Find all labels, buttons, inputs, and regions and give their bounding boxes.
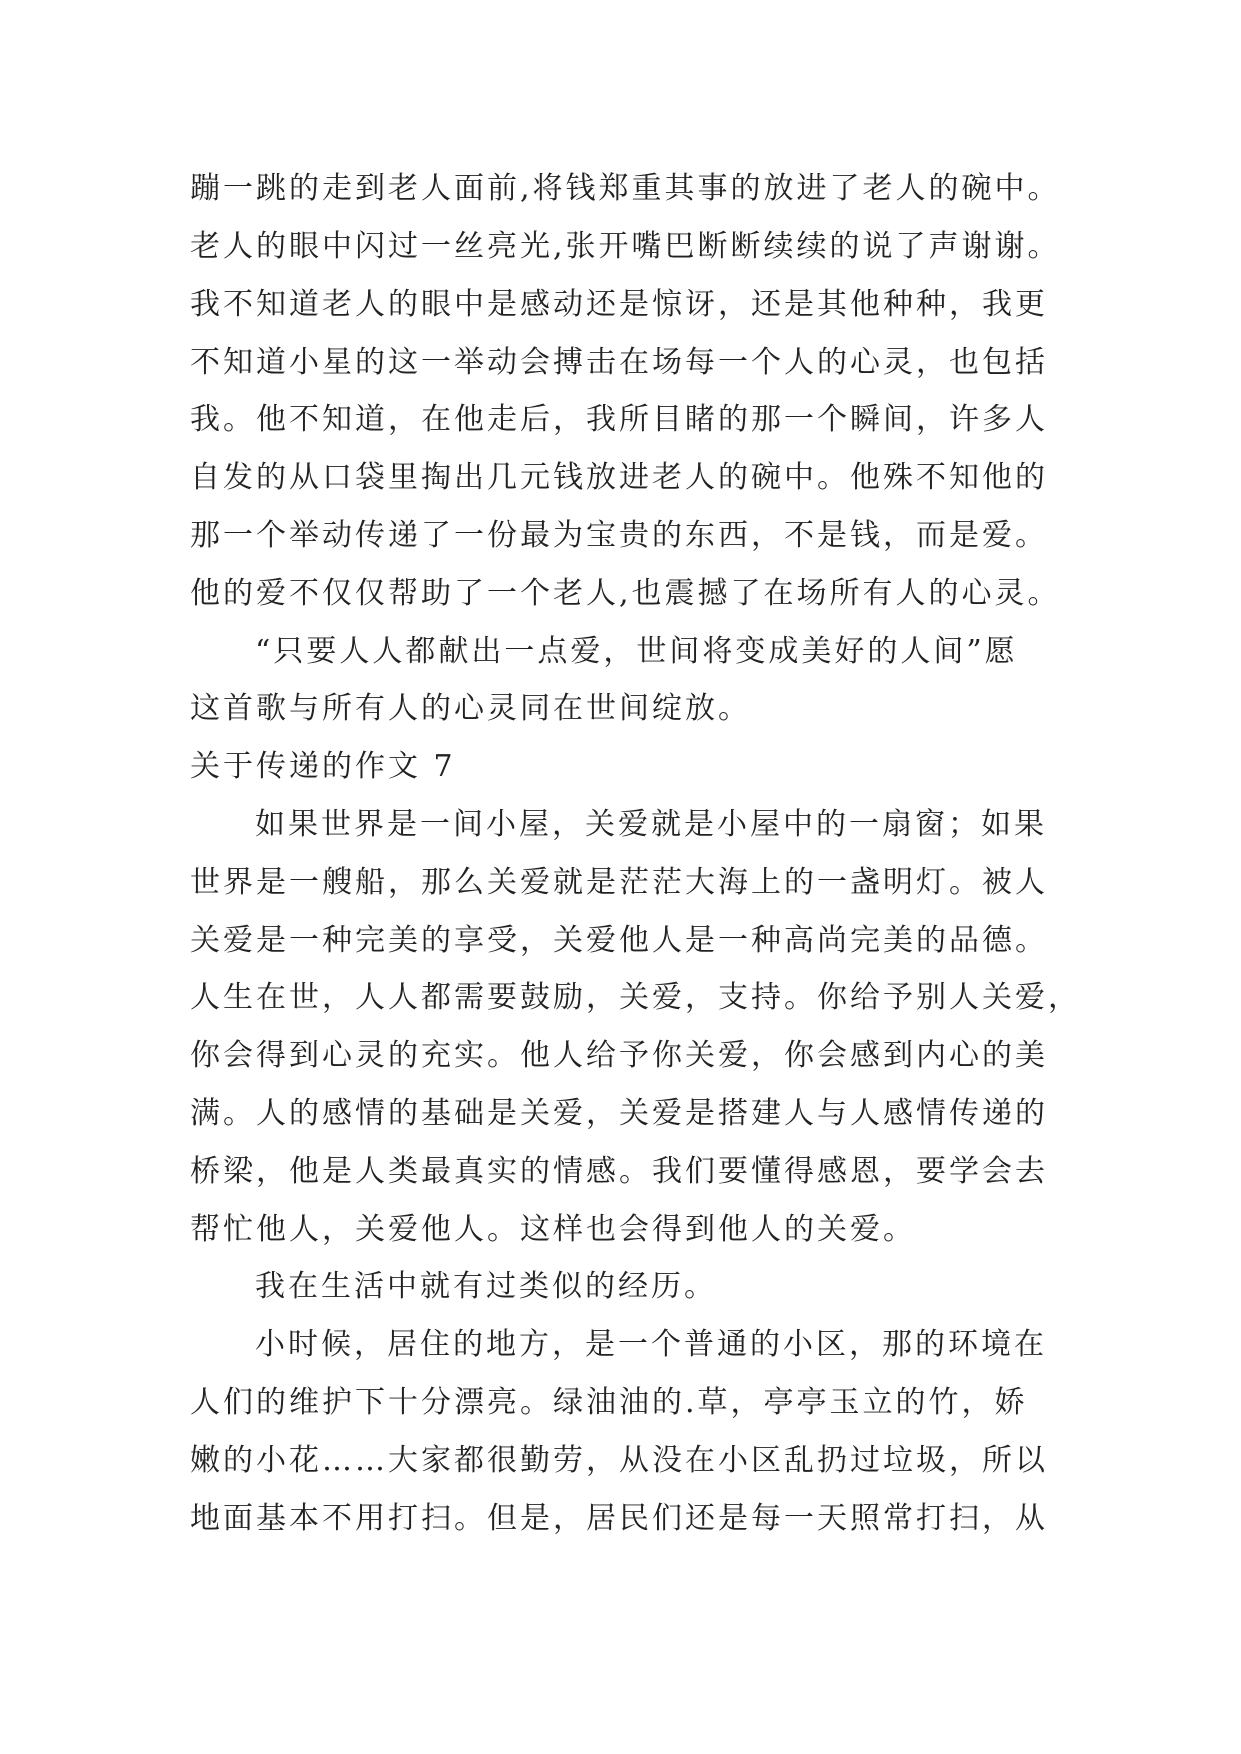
text-line: 你会得到心灵的充实。他人给予你关爱，你会感到内心的美	[190, 1038, 1048, 1073]
text-line: 自发的从口袋里掏出几元钱放进老人的碗中。他殊不知他的	[190, 460, 1048, 495]
text-line: 我不知道老人的眼中是感动还是惊讶，还是其他种种，我更	[190, 287, 1048, 322]
text-line: 我。他不知道，在他走后，我所目睹的那一个瞬间，许多人	[190, 402, 1048, 437]
text-line: 他的爱不仅仅帮助了一个老人,也震撼了在场所有人的心灵。	[190, 576, 1061, 611]
text-line: 蹦一跳的走到老人面前,将钱郑重其事的放进了老人的碗中。	[190, 171, 1061, 206]
section-heading: 关于传递的作文 7	[190, 749, 456, 784]
text-line: 嫩的小花……大家都很勤劳，从没在小区乱扔过垃圾，所以	[190, 1443, 1048, 1478]
text-line: 不知道小星的这一举动会搏击在场每一个人的心灵，也包括	[190, 345, 1048, 380]
paragraph-start: 我在生活中就有过类似的经历。	[255, 1269, 717, 1304]
text-line: 地面基本不用打扫。但是，居民们还是每一天照常打扫，从	[190, 1501, 1048, 1536]
text-line: 那一个举动传递了一份最为宝贵的东西，不是钱，而是爱。	[190, 518, 1048, 553]
text-line: 满。人的感情的基础是关爱，关爱是搭建人与人感情传递的	[190, 1096, 1048, 1131]
text-line: 世界是一艘船，那么关爱就是茫茫大海上的一盏明灯。被人	[190, 865, 1048, 900]
text-line: 这首歌与所有人的心灵同在世间绽放。	[190, 691, 751, 726]
text-line: 帮忙他人，关爱他人。这样也会得到他人的关爱。	[190, 1212, 916, 1247]
text-line: 人们的维护下十分漂亮。绿油油的.草，亭亭玉立的竹，娇	[190, 1385, 1028, 1420]
text-line: 人生在世，人人都需要鼓励，关爱，支持。你给予别人关爱，	[190, 980, 1081, 1015]
text-line: 老人的眼中闪过一丝亮光,张开嘴巴断断续续的说了声谢谢。	[190, 229, 1061, 264]
text-line: 关爱是一种完美的享受，关爱他人是一种高尚完美的品德。	[190, 923, 1048, 958]
paragraph-start: 如果世界是一间小屋，关爱就是小屋中的一扇窗；如果	[255, 807, 1047, 842]
text-line: 桥梁，他是人类最真实的情感。我们要懂得感恩，要学会去	[190, 1154, 1048, 1189]
paragraph-start: 小时候，居住的地方，是一个普通的小区，那的环境在	[255, 1327, 1047, 1362]
quote-paragraph-start: “只要人人都献出一点爱，世间将变成美好的人间”愿	[255, 634, 1018, 669]
